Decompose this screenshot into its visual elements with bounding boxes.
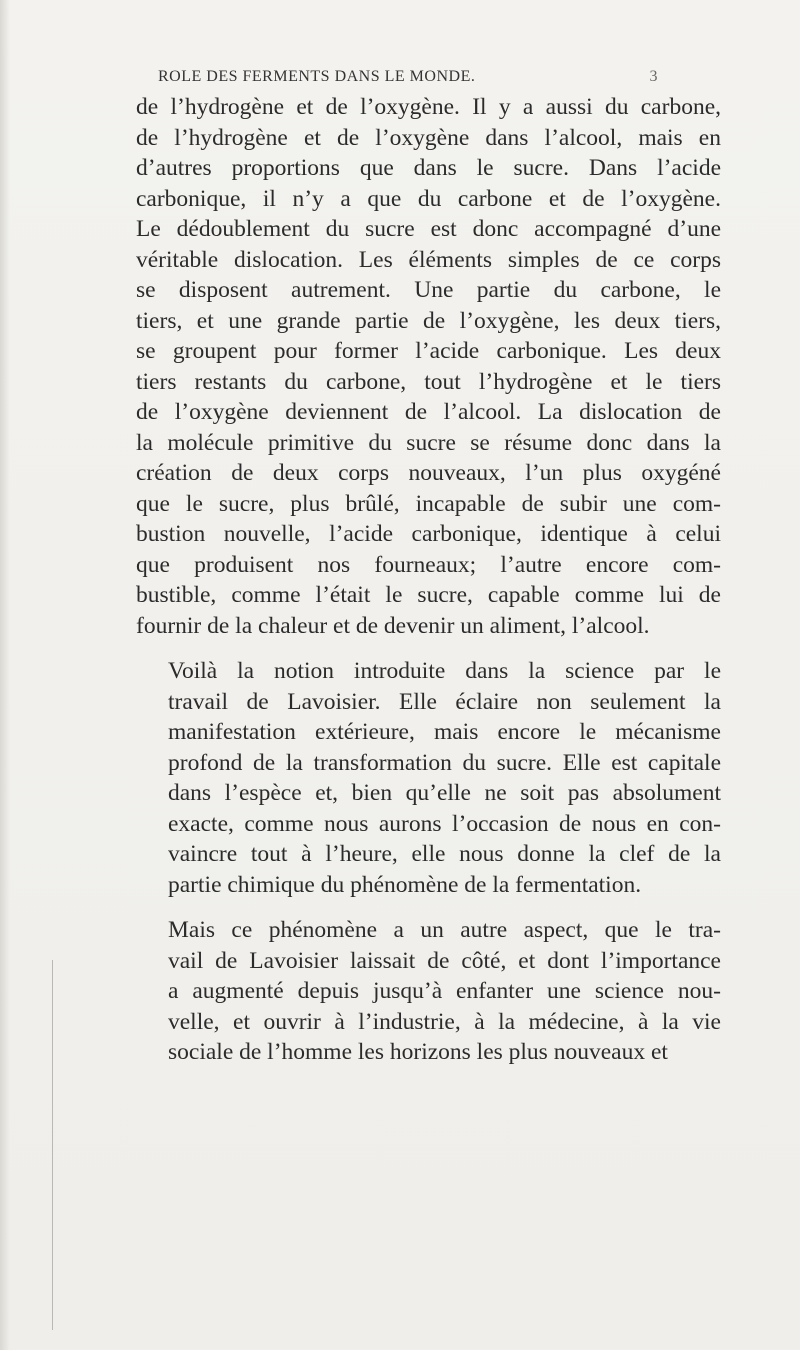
- text-line: de l’hydrogène et de l’oxygène. Il y a aussi du carbone,: [136, 94, 721, 120]
- text-line: véritable dislocation. Les éléments simples de ce corps: [136, 246, 721, 273]
- text-line: manifestation extérieure, mais encore le mécanisme: [168, 719, 721, 745]
- text-line: dans l’espèce et, bien qu’elle ne soit pas absolument: [168, 780, 721, 806]
- text-line: travail de Lavoisier. Elle éclaire non seulement la: [168, 688, 721, 715]
- text-line: que produisent nos fourneaux; l’autre encore com-: [136, 551, 721, 578]
- text-line: exacte, comme nous aurons l’occasion de nous en con-: [168, 810, 721, 837]
- text-line: tiers, et une grande partie de l’oxygène, les deux tiers,: [136, 307, 721, 334]
- text-line: fournir de la chaleur et de devenir un aliment, l’alcool.: [136, 612, 650, 639]
- text-line: vaincre tout à l’heure, elle nous donne la clef de la: [168, 841, 721, 867]
- text-line: Mais ce phénomène a un autre aspect, que le tra-: [168, 917, 721, 943]
- paragraph-2: [136, 656, 721, 900]
- page-edge-shadow: [0, 0, 10, 1350]
- text-line: de l’hydrogène et de l’oxygène dans l’alcool, mais en: [136, 124, 721, 151]
- text-line: création de deux corps nouveaux, l’un plus oxygéné: [136, 460, 721, 486]
- text-line: partie chimique du phénomène de la fermentation.: [168, 871, 642, 898]
- binding-mark: [52, 960, 53, 1330]
- text-line: bustion nouvelle, l’acide carbonique, identique à celui: [136, 521, 721, 547]
- text-line: carbonique, il n’y a que du carbone et de l’oxygène.: [136, 185, 721, 212]
- page-number: 3: [649, 68, 658, 85]
- text-line: Le dédoublement du sucre est donc accompagné d’une: [136, 216, 721, 242]
- text-line: bustible, comme l’était le sucre, capable comme lui de: [136, 582, 721, 608]
- text-line: que le sucre, plus brûlé, incapable de subir une com-: [136, 490, 721, 517]
- text-line: de l’oxygène deviennent de l’alcool. La dislocation de: [136, 399, 721, 425]
- text-line: d’autres proportions que dans le sucre. Dans l’acide: [136, 155, 721, 181]
- paragraph-1: [136, 92, 721, 641]
- text-line: a augmenté depuis jusqu’à enfanter une science nou-: [168, 978, 721, 1004]
- text-line: tiers restants du carbone, tout l’hydrogène et le tiers: [136, 368, 721, 395]
- running-head: [158, 68, 658, 92]
- text-line: la molécule primitive du sucre se résume donc dans la: [136, 429, 721, 456]
- text-line: Voilà la notion introduite dans la science par le: [168, 658, 721, 684]
- text-line: se disposent autrement. Une partie du carbone, le: [136, 277, 721, 303]
- text-line: se groupent pour former l’acide carbonique. Les deux: [136, 338, 721, 364]
- text-line: vail de Lavoisier laissait de côté, et dont l’importance: [168, 947, 721, 974]
- text-line: sociale de l’homme les horizons les plus nouveaux et: [168, 1039, 668, 1065]
- text-line: velle, et ouvrir à l’industrie, à la médecine, à la vie: [168, 1008, 721, 1035]
- paragraph-3: [136, 915, 721, 1068]
- body-text: [136, 92, 721, 1068]
- running-title: ROLE DES FERMENTS DANS LE MONDE.: [158, 68, 476, 85]
- text-line: profond de la transformation du sucre. Elle est capitale: [168, 749, 721, 776]
